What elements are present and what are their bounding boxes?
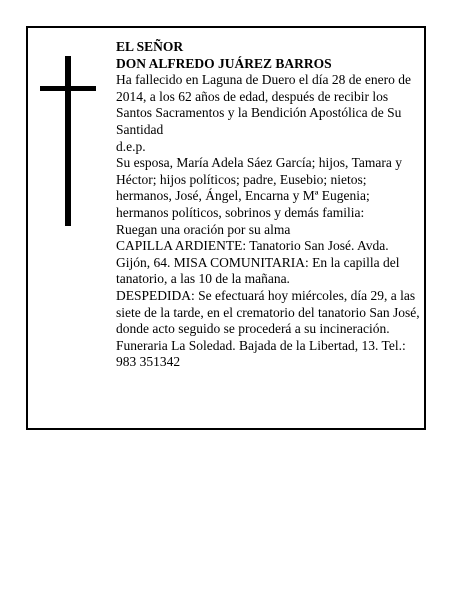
chapel-info: CAPILLA ARDIENTE: Tanatorio San José. Avda. Gijón, 64. MISA COMUNITARIA: En la capilla del tanatorio, a las 10 de la mañana. (116, 238, 400, 287)
family-list: Su esposa, María Adela Sáez García; hijos, Tamara y Héctor; hijos políticos; padre, Eusebio; nietos; hermanos, José, Ángel, Encarna y Mª Eugenia; hermanos políticos, sobrinos y demás familia: (116, 155, 402, 220)
notice-text (116, 39, 422, 371)
notice-title: EL SEÑOR (116, 39, 184, 54)
funeral-home-info: Funeraria La Soledad. Bajada de la Libertad, 13. Tel.: 983 351342 (116, 337, 406, 370)
cross-vertical-bar (65, 56, 71, 226)
obituary-notice (26, 26, 426, 430)
deceased-name: DON ALFREDO JUÁREZ BARROS (116, 55, 332, 71)
death-info: Ha fallecido en Laguna de Duero el día 28 de enero de 2014, a los 62 años de edad, después de recibir los Santos Sacramentos y la Bendición Apostólica de Su Santidad (116, 72, 411, 137)
prayer-request: Ruegan una oración por su alma (116, 221, 291, 237)
dep-abbreviation: d.e.p. (116, 138, 146, 154)
farewell-info: DESPEDIDA: Se efectuará hoy miércoles, día 29, a las siete de la tarde, en el crematorio del tanatorio San José, donde acto seguido se procederá a su incineración. (116, 287, 420, 337)
cross-horizontal-bar (40, 86, 96, 91)
latin-cross-icon (40, 56, 96, 226)
